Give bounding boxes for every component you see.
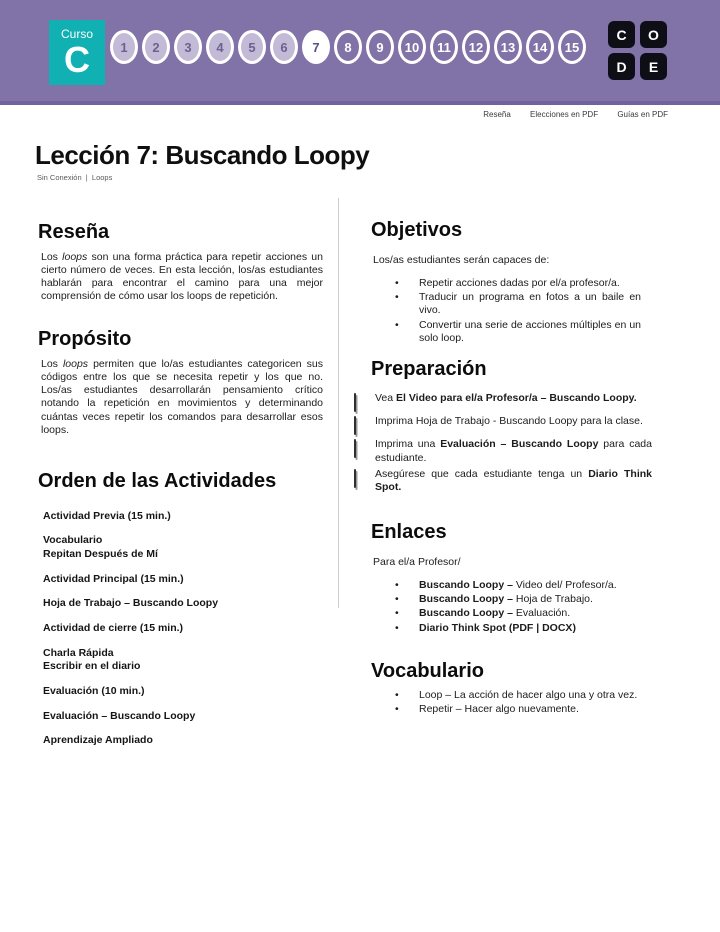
nav-link-elecciones-pdf[interactable]: Elecciones en PDF xyxy=(530,110,599,119)
objetivos-intro: Los/as estudiantes serán capaces de: xyxy=(373,253,550,266)
activities-list xyxy=(43,510,323,748)
checkbox-icon[interactable] xyxy=(352,415,375,435)
objetivos-list xyxy=(362,277,654,346)
section-heading-objetivos: Objetivos xyxy=(371,218,463,241)
section-heading-enlaces: Enlaces xyxy=(371,520,447,543)
nav-link-resena[interactable]: Reseña xyxy=(483,110,511,119)
logo-letter-c: C xyxy=(608,21,635,48)
enlaces-intro: Para el/a Profesor/ xyxy=(373,555,461,568)
activity-item: Actividad Principal (15 min.) xyxy=(43,572,184,585)
checkbox-icon[interactable] xyxy=(352,468,375,495)
activity-item: Charla Rápida Escribir en el diario xyxy=(43,646,141,673)
resena-paragraph: Los loops son una forma práctica para repetir acciones un cierto número de veces. En esta lección, los/as estudiantes hablarán para encontrar el camino para una mejor comprensión de cómo usar los loops de repetición. xyxy=(41,250,323,302)
section-heading-resena: Reseña xyxy=(38,220,110,243)
proposito-paragraph: Los loops permiten que lo/as estudiantes categoricen sus códigos entre los que se necesita repetir y los que no. Los/as estudiantes desarrollarán pensamiento crítico notando la repetición en movimientos y determinando cuántas veces repetir los comandos para desarrollar esos loops. xyxy=(41,358,323,436)
checklist-item: Asegúrese que cada estudiante tenga un Diario Think Spot. xyxy=(352,468,652,495)
bullet-icon: • xyxy=(395,607,399,620)
lesson-nav xyxy=(110,30,586,64)
lesson-circle-13[interactable]: 13 xyxy=(494,30,522,64)
bullet-icon: • xyxy=(395,621,399,634)
bullet-icon: • xyxy=(395,592,399,605)
section-heading-preparacion: Preparación xyxy=(371,358,487,381)
logo-letter-o: O xyxy=(640,21,667,48)
link-list-item[interactable]: • Buscando Loopy – Video del/ Profesor/a. xyxy=(395,578,617,591)
activity-item: Aprendizaje Ampliado xyxy=(43,734,153,747)
activity-item: Actividad Previa (15 min.) xyxy=(43,509,171,522)
list-item: • Traducir un programa en fotos a un baile en vivo. xyxy=(395,290,641,317)
activity-item: Evaluación (10 min.) xyxy=(43,684,145,697)
lesson-circle-7-current[interactable]: 7 xyxy=(302,30,330,64)
preparacion-checklist xyxy=(362,392,654,494)
checklist-item: Imprima Hoja de Trabajo - Buscando Loopy para la clase. xyxy=(352,415,652,435)
vocabulario-list xyxy=(362,689,654,717)
checkbox-icon[interactable] xyxy=(352,438,375,465)
link-list-item[interactable]: • Buscando Loopy – Evaluación. xyxy=(395,607,571,620)
course-header-bar xyxy=(0,0,720,105)
column-divider xyxy=(338,198,339,608)
activity-item: Vocabulario Repitan Después de Mí xyxy=(43,534,158,561)
lesson-circle-15[interactable]: 15 xyxy=(558,30,586,64)
bullet-icon: • xyxy=(395,578,399,591)
lesson-circle-10[interactable]: 10 xyxy=(398,30,426,64)
course-letter: C xyxy=(64,39,90,80)
lesson-circle-12[interactable]: 12 xyxy=(462,30,490,64)
section-heading-vocabulario: Vocabulario xyxy=(371,659,484,682)
activity-item: Actividad de cierre (15 min.) xyxy=(43,622,184,635)
activity-item: Hoja de Trabajo – Buscando Loopy xyxy=(43,597,219,610)
section-heading-proposito: Propósito xyxy=(38,328,132,351)
lesson-circle-3[interactable]: 3 xyxy=(174,30,202,64)
lesson-circle-8[interactable]: 8 xyxy=(334,30,362,64)
lesson-circle-5[interactable]: 5 xyxy=(238,30,266,64)
logo-letter-e: E xyxy=(640,53,667,80)
checklist-item: Vea El Video para el/a Profesor/a – Buscando Loopy. xyxy=(352,392,652,412)
lesson-circle-9[interactable]: 9 xyxy=(366,30,394,64)
list-item: • Convertir una serie de acciones múltiples en un solo loop. xyxy=(395,318,641,344)
right-column xyxy=(362,194,654,718)
checkbox-icon[interactable] xyxy=(352,392,375,412)
bullet-icon: • xyxy=(395,290,399,303)
lesson-circle-14[interactable]: 14 xyxy=(526,30,554,64)
link-list-item[interactable]: • Buscando Loopy – Hoja de Trabajo. xyxy=(395,592,593,605)
page-title: Lección 7: Buscando Loopy xyxy=(35,140,370,170)
bullet-icon: • xyxy=(395,318,399,331)
lesson-circle-2[interactable]: 2 xyxy=(142,30,170,64)
lesson-circle-11[interactable]: 11 xyxy=(430,30,458,64)
list-item: • Repetir acciones dadas por el/a profesor/a. xyxy=(395,276,620,289)
activity-item: Evaluación – Buscando Loopy xyxy=(43,709,196,722)
page-subtitle: Sin Conexión | Loops xyxy=(37,172,113,182)
bullet-icon: • xyxy=(395,276,399,289)
logo-letter-d: D xyxy=(608,53,635,80)
lesson-circle-1[interactable]: 1 xyxy=(110,30,138,64)
course-badge[interactable] xyxy=(49,20,105,85)
vocab-item: • Repetir – Hacer algo nuevamente. xyxy=(395,703,579,716)
lesson-circle-6[interactable]: 6 xyxy=(270,30,298,64)
content-area xyxy=(0,194,720,932)
lesson-circle-4[interactable]: 4 xyxy=(206,30,234,64)
code-org-logo xyxy=(608,21,667,80)
left-column xyxy=(38,194,323,759)
page-nav-links xyxy=(0,110,720,119)
section-heading-orden-actividades: Orden de las Actividades xyxy=(38,469,277,492)
bullet-icon: • xyxy=(395,688,399,701)
vocab-item: • Loop – La acción de hacer algo una y otra vez. xyxy=(395,688,638,701)
checklist-item: Imprima una Evaluación – Buscando Loopy para cada estudiante. xyxy=(352,438,652,465)
link-list-item[interactable]: • Diario Think Spot (PDF | DOCX) xyxy=(395,621,576,634)
nav-link-guias-pdf[interactable]: Guías en PDF xyxy=(617,110,668,119)
bullet-icon: • xyxy=(395,703,399,716)
course-label: Curso xyxy=(60,27,93,41)
enlaces-list xyxy=(362,579,654,635)
